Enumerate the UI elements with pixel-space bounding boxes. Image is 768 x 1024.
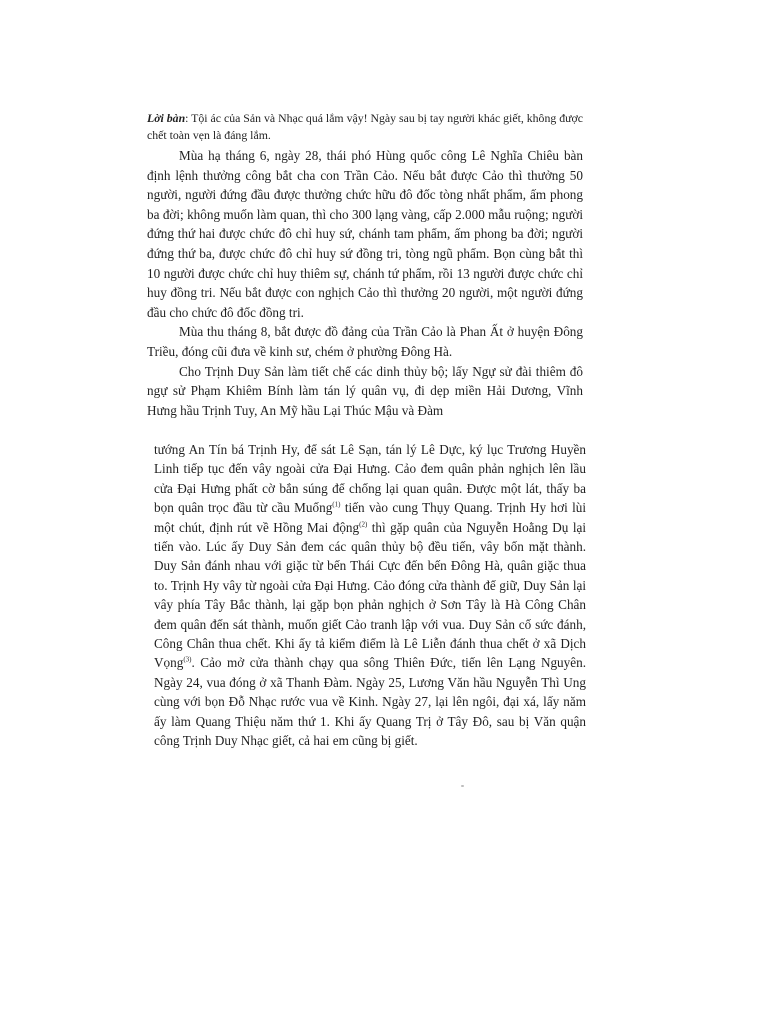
note-label: Lời bàn bbox=[147, 111, 186, 125]
footnote-marker-2: (2) bbox=[359, 520, 368, 529]
siege-text-3: thì gặp quân của Nguyễn Hoằng Dụ lại tiến vào. Lúc ấy Duy Sản đem các quân thủy bộ đều tiến, vây bốn mặt thành. Duy Sản đánh nhau với giặc từ bến Thái Cực đến bến Đông Hà, quân giặc thua to. Trịnh Hy vây từ ngoài cửa Đại Hưng. Cảo đóng cửa thành để giữ, Duy Sản lại vây phía Tây Bắc thành, lại gặp bọn phản nghịch ở Sơn Tây là Hà Công Chân đem quân đến sát thành, muốn giết Cảo tranh lập với vua. Duy Sản cố sức đánh, Công Chân thua chết. Khi ấy tả kiểm điểm là Lê Liễn đánh thua chết ở xã Dịch Vọng bbox=[154, 519, 586, 671]
paragraph-siege bbox=[154, 440, 586, 751]
commentary-note bbox=[147, 110, 583, 144]
note-text: : Tội ác của Sản và Nhạc quá lắm vậy! Ngày sau bị tay người khác giết, không được chết toàn vẹn là đáng lắm. bbox=[147, 111, 583, 142]
paragraph-phan-at-capture: Mùa thu tháng 8, bắt được đồ đảng của Trần Cảo là Phan Ất ở huyện Đông Triều, đóng cũi đưa về kinh sư, chém ở phường Đông Hà. bbox=[147, 324, 583, 359]
scan-speck bbox=[461, 785, 464, 787]
paragraph-reward-decree: Mùa hạ tháng 6, ngày 28, thái phó Hùng quốc công Lê Nghĩa Chiêu bàn định lệnh thưởng công bắt cha con Trần Cảo. Nếu bắt được Cảo thì thưởng 50 người, người đứng đầu được thưởng chức hữu đô đốc tòng nhất phẩm, ấm phong ba đời; không muốn làm quan, thì cho 300 lạng vàng, cấp 2.000 mẫu ruộng; người đứng thứ hai được chức đô chỉ huy sứ, chánh tam phẩm, ấm phong ba đời; người đứng thứ ba, được chức đô chỉ huy sứ đồng tri, tòng ngũ phẩm. Bọn cùng bắt thì 10 người được chức chỉ huy thiêm sự, chánh tứ phẩm, rồi 13 người được chức chỉ huy đồng tri. Nếu bắt được con nghịch Cảo thì thưởng 20 người, một người đứng đầu cho chức đô đốc đồng tri. bbox=[147, 148, 583, 320]
footnote-marker-3: (3) bbox=[183, 656, 192, 665]
siege-text-4: . Cảo mở cửa thành chạy qua sông Thiên Đức, tiến lên Lạng Nguyên. Ngày 24, vua đóng ở xã Thanh Đàm. Ngày 25, Lương Văn hầu Nguyễn Thì Ung cùng với bọn Đỗ Nhạc rước vua về Kinh. Ngày 27, lại lên ngôi, đại xá, lấy năm ấy làm Quang Thiệu năm thứ 1. Khi ấy Quang Trị ở Tây Đô, sau bị Văn quận công Trịnh Duy Nhạc giết, cả hai em cũng bị giết. bbox=[154, 655, 586, 749]
footnote-marker-1: (1) bbox=[332, 500, 341, 509]
paragraph-duy-san-command: Cho Trịnh Duy Sản làm tiết chế các dinh thủy bộ; lấy Ngự sử đài thiêm đô ngự sử Phạm Khiêm Bính làm tán lý quân vụ, đi dẹp miền Hải Dương, Vĩnh Hưng hầu Trịnh Tuy, An Mỹ hầu Lại Thúc Mậu và Đàm bbox=[147, 363, 583, 418]
text-block-upper bbox=[147, 110, 583, 420]
text-block-lower bbox=[154, 440, 586, 751]
siege-text-2: tiến vào cung Thụy Quang. Trịnh Hy hơi lùi một chút, định rút về Hồng Mai động bbox=[154, 500, 587, 535]
siege-text-1: tướng An Tín bá Trịnh Hy, để sát Lê Sạn, tán lý Lê Dực, ký lục Trương Huyền Linh tiếp tục đến vây ngoài cửa Đại Hưng. Cảo đem quân phản nghịch lên lầu cửa Đại Hưng phất cờ bắn súng để chống lại quan quân. Được một lát, thấy ba bọn quân trọc đầu từ cầu Muống bbox=[154, 442, 586, 516]
